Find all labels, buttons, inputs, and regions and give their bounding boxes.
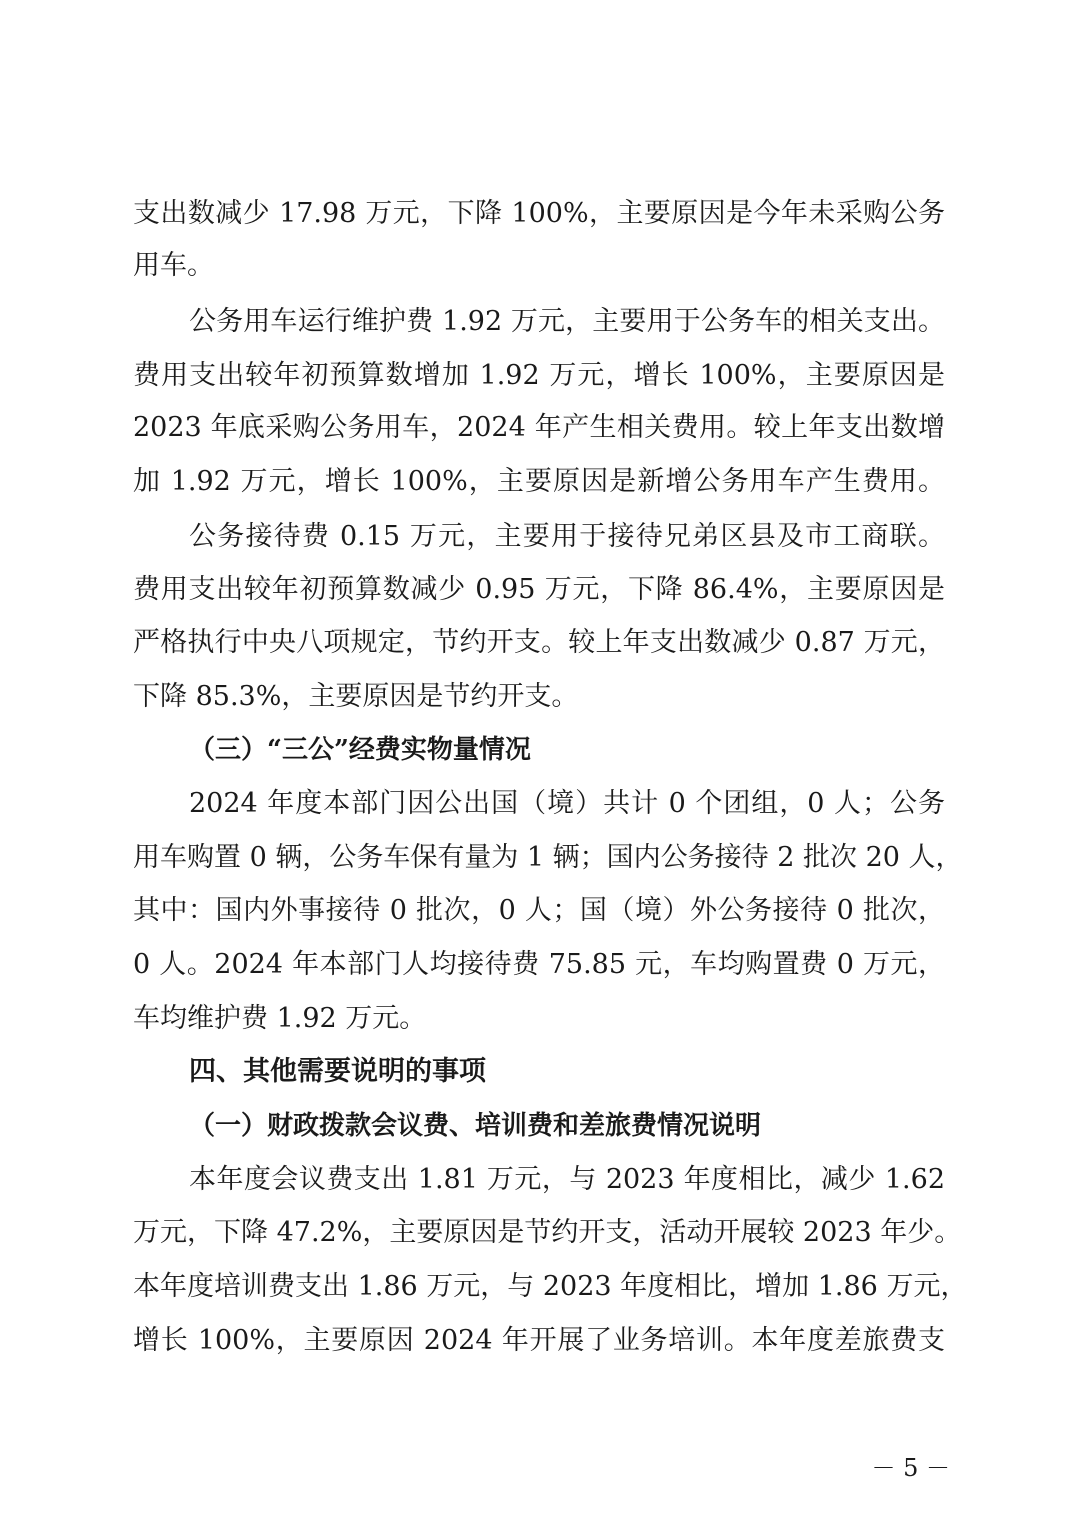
paragraph-line: 用车购置 0 辆，公务车保有量为 1 辆；国内公务接待 2 批次 20 人， — [133, 842, 963, 873]
page-number: － 5 － — [871, 1454, 950, 1482]
paragraph-line: 0 人。2024 年本部门人均接待费 75.85 元，车均购置费 0 万元， — [133, 949, 945, 980]
section-heading: 四、其他需要说明的事项 — [189, 1056, 486, 1087]
paragraph-line: 加 1.92 万元，增长 100%，主要原因是新增公务用车产生费用。 — [133, 466, 945, 497]
paragraph-line: 下降 85.3%，主要原因是节约开支。 — [133, 681, 579, 712]
paragraph-line: 其中：国内外事接待 0 批次，0 人；国（境）外公务接待 0 批次， — [133, 895, 945, 926]
section-subheading: （三）“三公”经费实物量情况 — [189, 735, 531, 765]
paragraph-line: 2023 年底采购公务用车，2024 年产生相关费用。较上年支出数增 — [133, 412, 945, 443]
paragraph-line: 支出数减少 17.98 万元，下降 100%，主要原因是今年未采购公务 — [133, 198, 945, 229]
paragraph-line: 用车。 — [133, 250, 214, 281]
paragraph-line: 本年度会议费支出 1.81 万元，与 2023 年度相比，减少 1.62 — [189, 1164, 945, 1195]
paragraph-line: 公务用车运行维护费 1.92 万元，主要用于公务车的相关支出。 — [189, 306, 945, 337]
paragraph-line: 费用支出较年初预算数增加 1.92 万元，增长 100%，主要原因是 — [133, 360, 945, 391]
paragraph-line: 严格执行中央八项规定，节约开支。较上年支出数减少 0.87 万元， — [133, 627, 945, 658]
paragraph-line: 公务接待费 0.15 万元，主要用于接待兄弟区县及市工商联。 — [189, 521, 945, 552]
paragraph-line: 2024 年度本部门因公出国（境）共计 0 个团组，0 人；公务 — [189, 788, 945, 819]
paragraph-line: 本年度培训费支出 1.86 万元，与 2023 年度相比，增加 1.86 万元， — [133, 1271, 968, 1302]
paragraph-line: 车均维护费 1.92 万元。 — [133, 1003, 427, 1034]
section-subheading: （一）财政拨款会议费、培训费和差旅费情况说明 — [189, 1111, 762, 1141]
paragraph-line: 增长 100%，主要原因 2024 年开展了业务培训。本年度差旅费支 — [133, 1325, 945, 1356]
paragraph-line: 费用支出较年初预算数减少 0.95 万元，下降 86.4%，主要原因是 — [133, 574, 945, 605]
paragraph-line: 万元，下降 47.2%，主要原因是节约开支，活动开展较 2023 年少。 — [133, 1217, 962, 1248]
